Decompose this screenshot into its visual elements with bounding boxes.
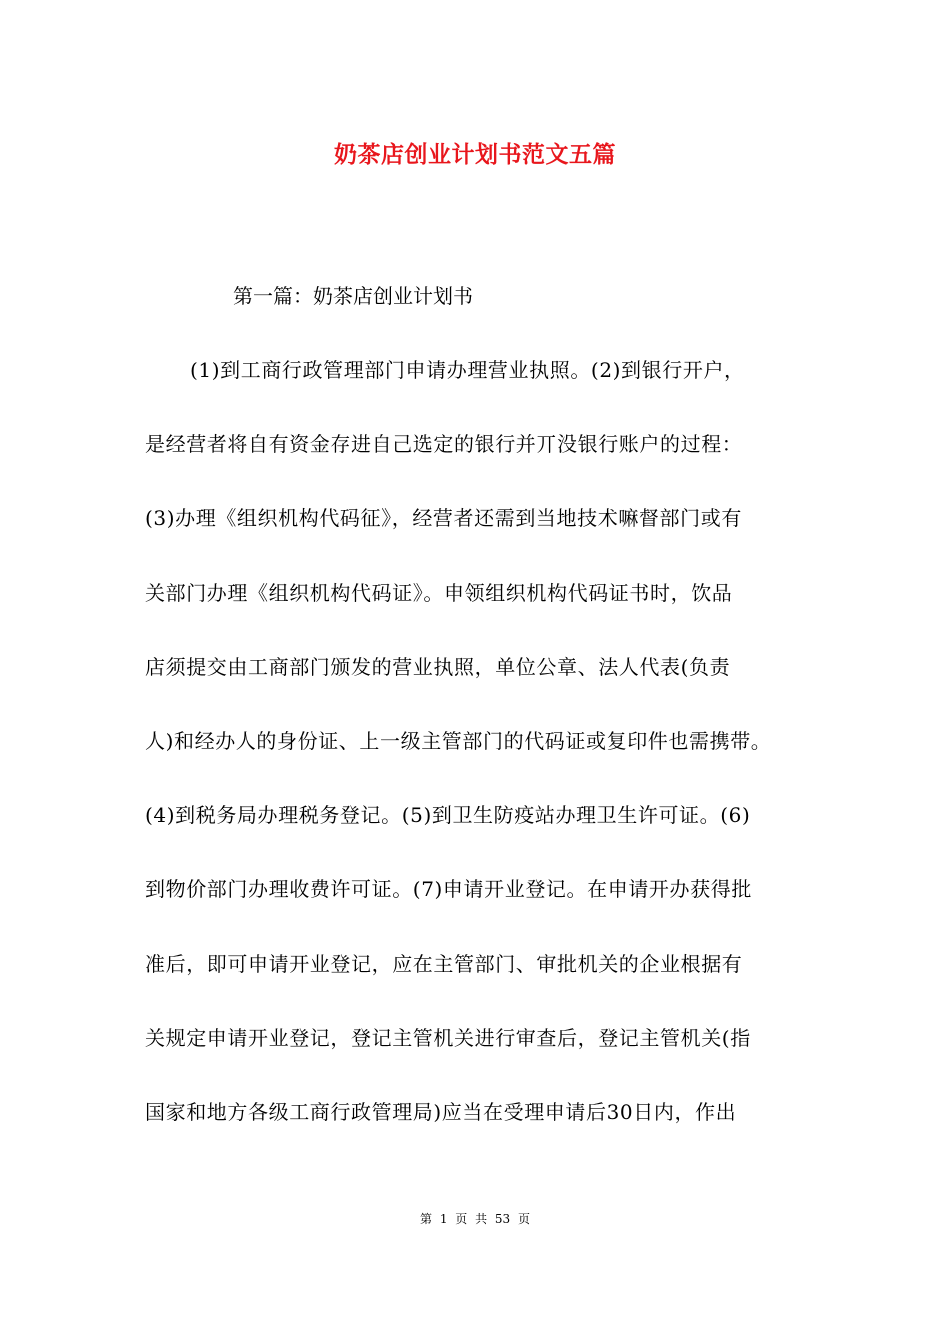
body-line: 关部门办理《组织机构代码证》。申领组织机构代码证书时，饮品 <box>145 580 733 605</box>
page-footer: 第 1 页 共 53 页 <box>420 1212 530 1226</box>
body-line: 国家和地方各级工商行政管理局)应当在受理申请后30日内，作出 <box>145 1099 737 1124</box>
document-title: 奶茶店创业计划书范文五篇 <box>334 141 616 168</box>
body-paragraph <box>145 350 815 1166</box>
body-line: 是经营者将自有资金存进自己选定的银行并丌没银行账户的过程： <box>145 432 743 457</box>
body-line: 准后，即可申请开业登记，应在主管部门、审批机关的企业根据有 <box>145 951 743 976</box>
body-line: 店须提交由工商部门颁发的营业执照，单位公章、法人代表(负责 <box>145 654 731 679</box>
body-line: (3)办理《组织机构代码征》，经营者还需到当地技术嘛督部门或有 <box>145 506 742 531</box>
body-line: (4)到税务局办理税务登记。(5)到卫生防疫站办理卫生许可证。(6) <box>145 803 751 828</box>
body-line: (1)到工商行政管理部门申请办理营业执照。(2)到银行开户， <box>190 358 745 382</box>
section-heading: 第一篇：奶茶店创业计划书 <box>233 284 473 308</box>
body-line: 关规定申请开业登记，登记主管机关进行审查后，登记主管机关(指 <box>145 1025 751 1050</box>
body-line: 到物价部门办理收费许可证。(7)申请开业登记。在申请开办获得批 <box>145 877 752 902</box>
body-line: 人)和经办人的身份证、上一级主管部门的代码证或复印件也需携带。 <box>145 728 772 753</box>
